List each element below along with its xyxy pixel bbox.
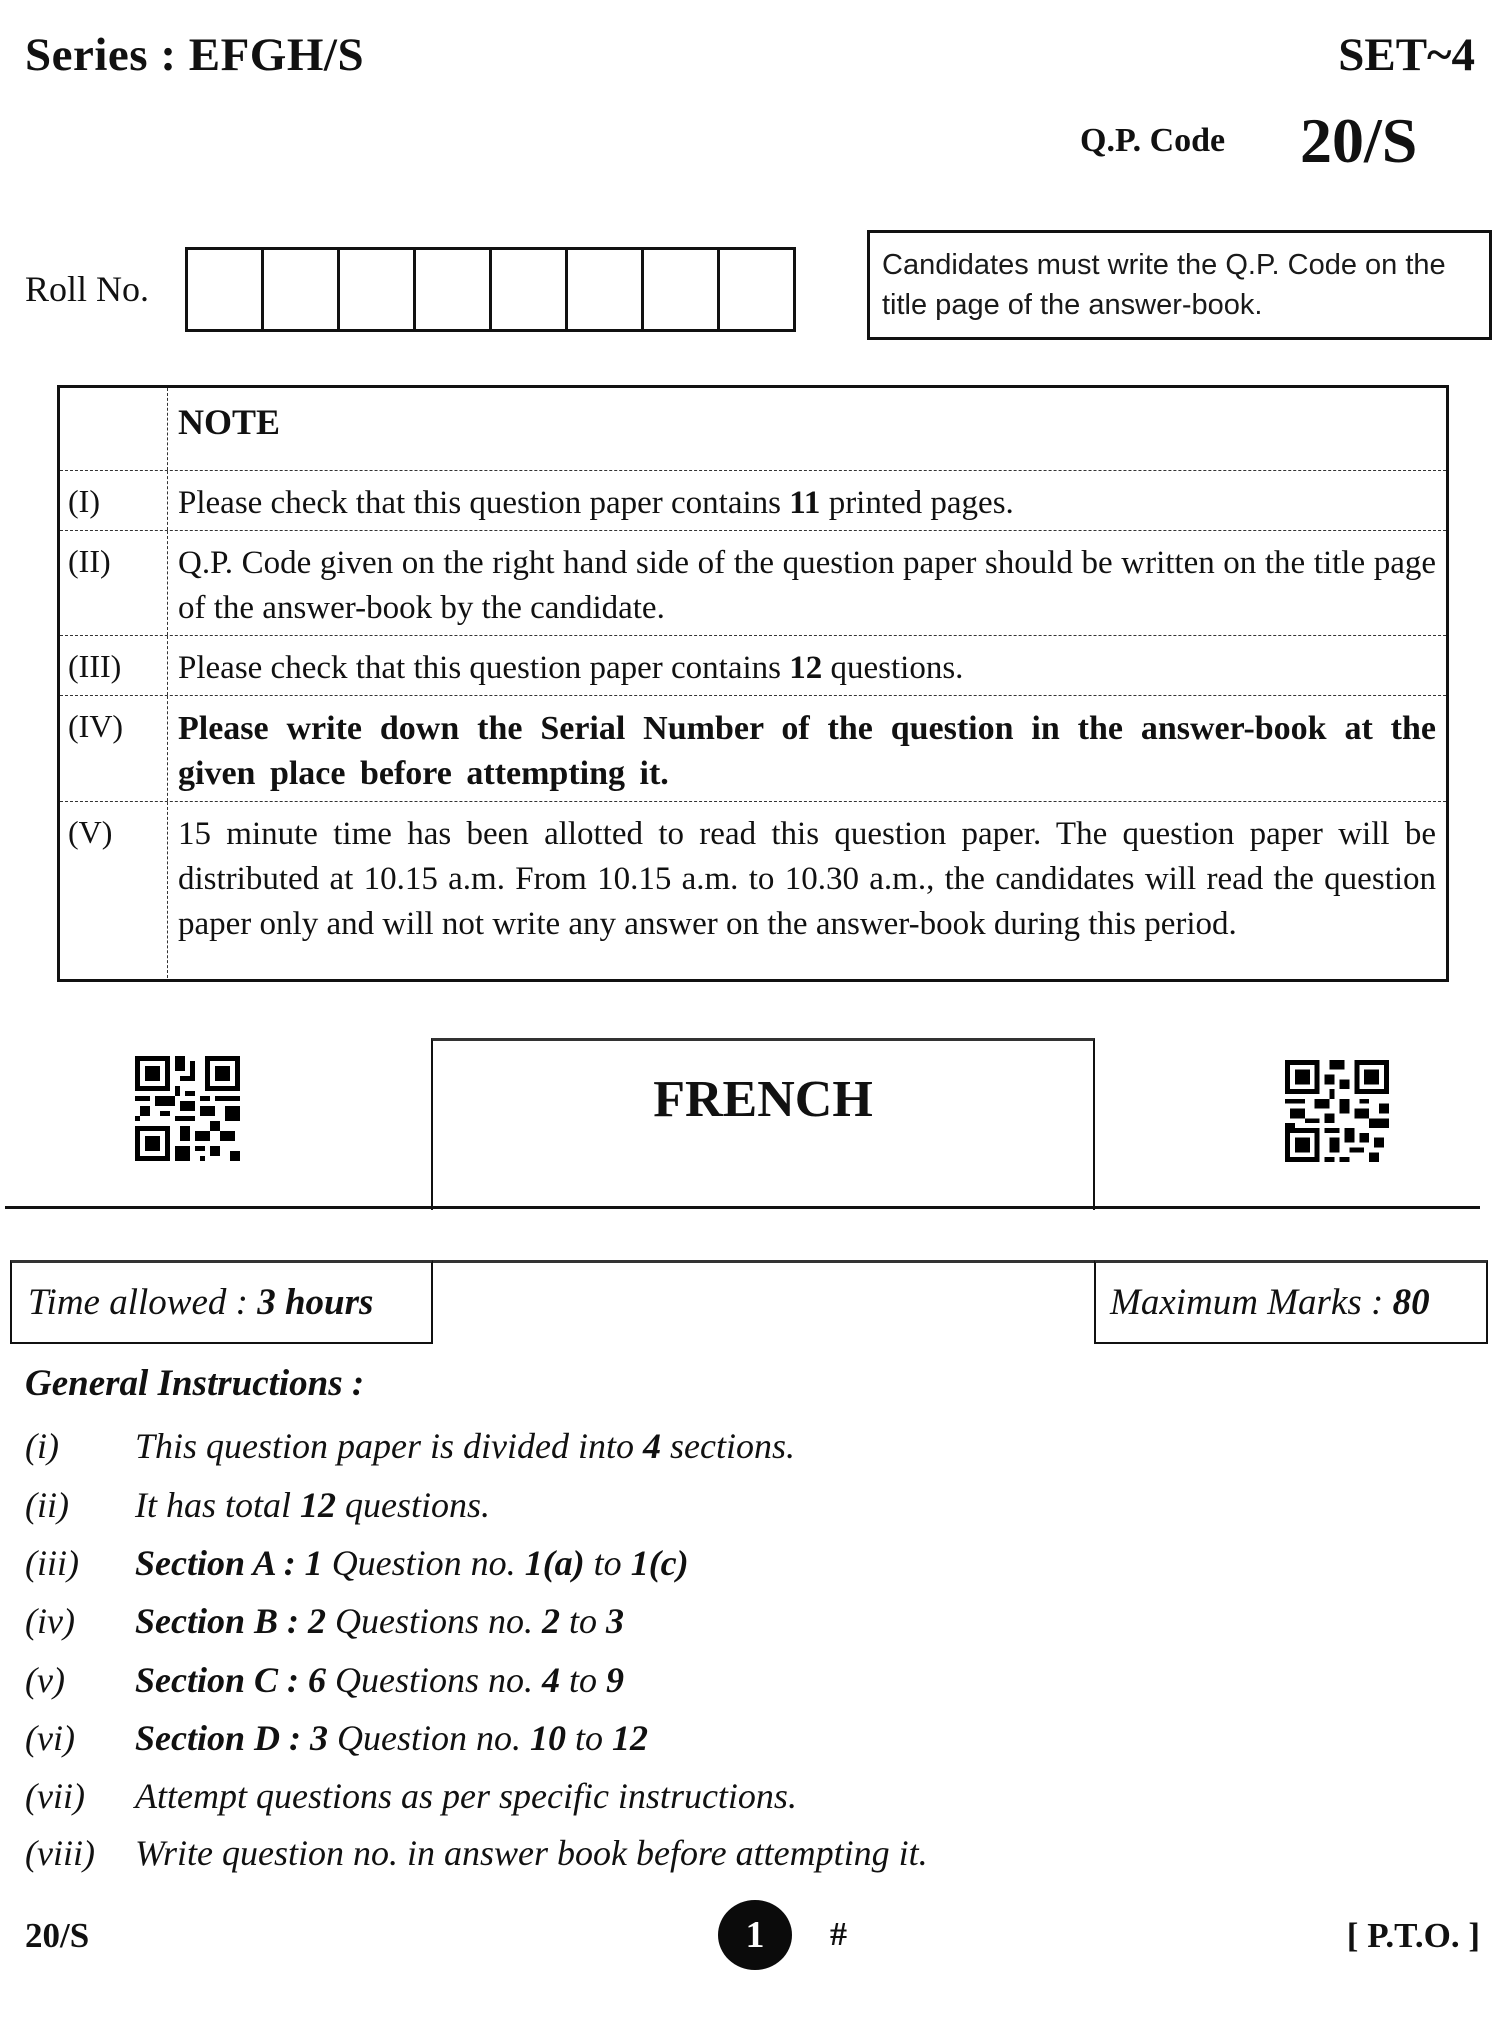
candidates-notice-box: Candidates must write the Q.P. Code on the title page of the answer-book. xyxy=(867,230,1492,340)
instruction-num: (iii) xyxy=(25,1543,79,1583)
instruction-item xyxy=(25,1600,624,1642)
roll-number-box[interactable] xyxy=(644,250,720,329)
note-row xyxy=(60,696,1446,802)
note-heading: NOTE xyxy=(178,402,281,442)
pto-label: [ P.T.O. ] xyxy=(1346,1916,1480,1955)
instruction-item xyxy=(25,1659,624,1701)
note-text: Please check that this question paper contains 11 printed pages. xyxy=(178,485,1014,521)
roll-number-label: Roll No. xyxy=(25,269,150,309)
instruction-item xyxy=(25,1542,689,1584)
instruction-text: Section C : 6 Questions no. 4 to 9 xyxy=(135,1660,625,1700)
roll-number-box[interactable] xyxy=(188,250,264,329)
qp-code-value: 20/S xyxy=(1300,105,1418,176)
subject-title: FRENCH xyxy=(653,1071,873,1128)
instruction-item xyxy=(25,1832,928,1874)
maximum-marks: Maximum Marks : 80 xyxy=(1094,1260,1488,1344)
note-num: (I) xyxy=(60,471,168,530)
instruction-item xyxy=(25,1484,490,1526)
note-header-row xyxy=(60,388,1446,471)
series-label: Series : EFGH/S xyxy=(25,29,365,81)
roll-number-box[interactable] xyxy=(720,250,796,329)
note-text: Please check that this question paper contains 12 questions. xyxy=(178,650,964,686)
note-row xyxy=(60,802,1446,978)
divider xyxy=(5,1206,1480,1209)
instruction-num: (v) xyxy=(25,1660,65,1700)
instruction-num: (vi) xyxy=(25,1718,75,1758)
note-row xyxy=(60,471,1446,531)
qp-code-label: Q.P. Code xyxy=(1080,122,1226,159)
qr-code-icon xyxy=(1285,1060,1389,1162)
instruction-num: (i) xyxy=(25,1426,59,1466)
note-num-cell xyxy=(60,388,168,470)
note-num: (II) xyxy=(60,531,168,635)
instruction-text: Write question no. in answer book before attempting it. xyxy=(135,1833,928,1873)
footer-hash: # xyxy=(830,1916,847,1953)
page-number-badge: 1 xyxy=(718,1900,792,1970)
set-label: SET~4 xyxy=(1338,29,1475,81)
note-text: Q.P. Code given on the right hand side of the question paper should be written on the title page of the answer-book by the candidate. xyxy=(178,545,1436,626)
note-text: 15 minute time has been allotted to read this question paper. The question paper will be distributed at 10.15 a.m. From 10.15 a.m. to 10.30 a.m., the candidates will read the question paper only and will not write any answer on the answer-book during this period. xyxy=(178,816,1436,942)
instruction-text: Section D : 3 Question no. 10 to 12 xyxy=(135,1718,649,1758)
note-num: (V) xyxy=(60,802,168,978)
note-num: (IV) xyxy=(60,696,168,801)
roll-number-box[interactable] xyxy=(264,250,340,329)
instruction-text: Attempt questions as per specific instructions. xyxy=(135,1776,797,1816)
roll-number-box[interactable] xyxy=(340,250,416,329)
instruction-num: (vii) xyxy=(25,1776,85,1816)
instruction-item xyxy=(25,1425,795,1467)
instruction-num: (ii) xyxy=(25,1485,69,1525)
note-table xyxy=(57,385,1449,982)
footer-qp-code: 20/S xyxy=(25,1916,90,1955)
note-num: (III) xyxy=(60,636,168,695)
general-instructions-title: General Instructions : xyxy=(25,1363,365,1404)
note-text: Please write down the Serial Number of the question in the answer-book at the given place before attempting it. xyxy=(178,710,1436,792)
roll-number-box[interactable] xyxy=(416,250,492,329)
roll-number-boxes xyxy=(185,247,796,332)
instruction-text: Section B : 2 Questions no. 2 to 3 xyxy=(135,1601,625,1641)
instruction-text: This question paper is divided into 4 sections. xyxy=(135,1426,795,1466)
instruction-num: (viii) xyxy=(25,1833,95,1873)
roll-number-box[interactable] xyxy=(568,250,644,329)
roll-number-box[interactable] xyxy=(492,250,568,329)
qr-code-icon xyxy=(135,1056,240,1161)
instruction-text: Section A : 1 Question no. 1(a) to 1(c) xyxy=(135,1543,689,1583)
note-row xyxy=(60,636,1446,696)
instruction-text: It has total 12 questions. xyxy=(135,1485,491,1525)
time-allowed: Time allowed : 3 hours xyxy=(10,1260,433,1344)
instruction-item xyxy=(25,1717,648,1759)
instruction-num: (iv) xyxy=(25,1601,75,1641)
instruction-item xyxy=(25,1775,797,1817)
note-row xyxy=(60,531,1446,636)
